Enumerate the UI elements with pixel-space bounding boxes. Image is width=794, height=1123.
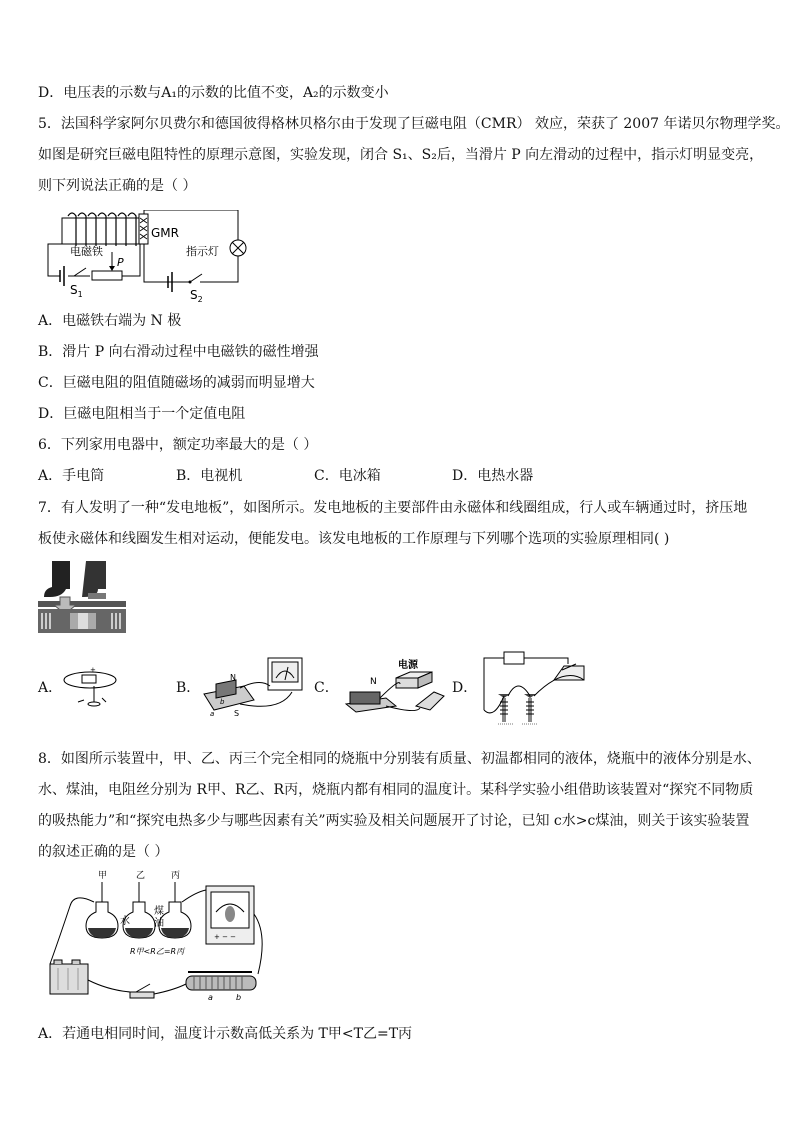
prev-option-d: D．电压表的示数与A₁的示数的比值不变，A₂的示数变小: [38, 85, 389, 101]
svg-text:S: S: [234, 709, 240, 718]
q7-option-a-label[interactable]: A．: [38, 680, 63, 696]
q7-option-a-figure[interactable]: [60, 664, 124, 710]
electromagnet-label: 电磁铁: [70, 245, 103, 258]
svg-text:b: b: [236, 993, 242, 1002]
resistance-relation-label: R甲<R乙=R丙: [130, 947, 185, 956]
q7-option-d-label[interactable]: D．: [452, 680, 478, 696]
q7-power-floor-figure: [38, 557, 126, 633]
svg-text:乙: 乙: [136, 871, 146, 881]
q7-stem-line1: 7．有人发明了一种“发电地板”，如图所示。发电地板的主要部件由永磁体和线圈组成，行人或车辆通过时，挤压地: [38, 500, 748, 516]
q5-stem-line2: 如图是研究巨磁电阻特性的原理示意图，实验发现，闭合 S₁、S₂后，当滑片 P 向左滑动的过程中，指示灯明显变亮，: [38, 147, 764, 163]
slider-p-label: P: [117, 256, 124, 269]
battery-icon: [50, 964, 88, 994]
svg-text:丙: 丙: [171, 871, 181, 881]
battery-box-icon: [504, 652, 524, 664]
q6-option-b[interactable]: B．电视机: [176, 468, 243, 484]
rheostat-icon: [186, 976, 256, 990]
power-source-label: 电源: [398, 660, 418, 671]
rheostat: [92, 271, 122, 280]
svg-text:a: a: [208, 993, 213, 1002]
q5-option-b[interactable]: B．滑片 P 向右滑动过程中电磁铁的磁性增强: [38, 344, 319, 360]
q8-line2-text: 水、煤油，电阻丝分别为 R甲、R乙、R丙，烧瓶内都有相同的温度计。某科学实验小组借助该装置对“探究不同物质: [38, 782, 754, 798]
q8-stem-line4: 的叙述正确的是（ ）: [38, 844, 169, 860]
q7-option-b-figure[interactable]: [196, 654, 308, 722]
switch-icon: [416, 692, 444, 710]
svg-text:煤: 煤: [154, 906, 164, 917]
svg-text:b: b: [220, 698, 225, 706]
indicator-label: 指示灯: [186, 245, 219, 258]
svg-text:甲: 甲: [98, 871, 108, 881]
q5-option-d[interactable]: D．巨磁电阻相当于一个定值电阻: [38, 406, 246, 422]
s1-label: $S_1$: [70, 283, 83, 299]
svg-text:a: a: [210, 710, 215, 718]
q5-option-c[interactable]: C．巨磁电阻的阻值随磁场的减弱而明显增大: [38, 375, 315, 391]
gmr-label: GMR: [151, 226, 179, 240]
q5-option-a[interactable]: A．电磁铁右端为 N 极: [38, 313, 182, 329]
q6-option-d[interactable]: D．电热水器: [452, 468, 534, 484]
q8-stem-line3: 的吸热能力”和“探究电热多少与哪些因素有关”两实验及相关问题展开了讨论，已知 c水>c煤油，则关于该实验装置: [38, 813, 750, 829]
svg-text:N: N: [370, 677, 377, 687]
switch-s2-icon: [190, 274, 202, 282]
battery-left-icon: [60, 266, 64, 286]
q7-option-c-label[interactable]: C．: [314, 680, 339, 696]
q7-option-b-label[interactable]: B．: [176, 680, 201, 696]
svg-text:+ − −: + − −: [214, 933, 237, 941]
q7-option-d-figure[interactable]: [478, 650, 598, 726]
q7-option-c-figure[interactable]: [340, 658, 448, 714]
q8-stem-line1: 8．如图所示装置中，甲、乙、丙三个完全相同的烧瓶中分别装有质量、初温都相同的液体，烧瓶中的液体分别是水、: [38, 751, 761, 767]
switch-s1-icon: [74, 268, 86, 276]
svg-text:水: 水: [120, 916, 130, 927]
svg-text:+: +: [90, 666, 96, 674]
svg-text:N: N: [230, 673, 236, 682]
q6-stem: 6．下列家用电器中，额定功率最大的是（ ）: [38, 437, 318, 453]
q6-option-c[interactable]: C．电冰箱: [314, 468, 381, 484]
s2-label: $S_2$: [190, 288, 203, 302]
switch-icon: [130, 992, 154, 998]
q8-option-a[interactable]: A．若通电相同时间，温度计示数高低关系为 T甲<T乙=T丙: [38, 1026, 413, 1042]
q5-stem-line1: 5．法国科学家阿尔贝费尔和德国彼得格林贝格尔由于发现了巨磁电阻（CMR） 效应，荣获了 2007 年诺贝尔物理学奖。: [38, 116, 790, 132]
q6-option-a[interactable]: A．手电筒: [38, 468, 105, 484]
electromagnet-core: [62, 218, 140, 244]
q5-gmr-circuit-figure: [40, 210, 255, 302]
magnet-icon: [350, 692, 380, 704]
q8-stem-line2: [38, 780, 753, 800]
q5-stem-line3: 则下列说法正确的是（ ）: [38, 178, 197, 194]
q7-stem-line2: 板使永磁体和线圈发生相对运动，便能发电。该发电地板的工作原理与下列哪个选项的实验原理相同( ): [38, 531, 670, 547]
compass-needle-icon: [88, 702, 100, 706]
q8-heating-experiment-figure: [38, 868, 268, 1004]
svg-text:油: 油: [154, 918, 164, 929]
